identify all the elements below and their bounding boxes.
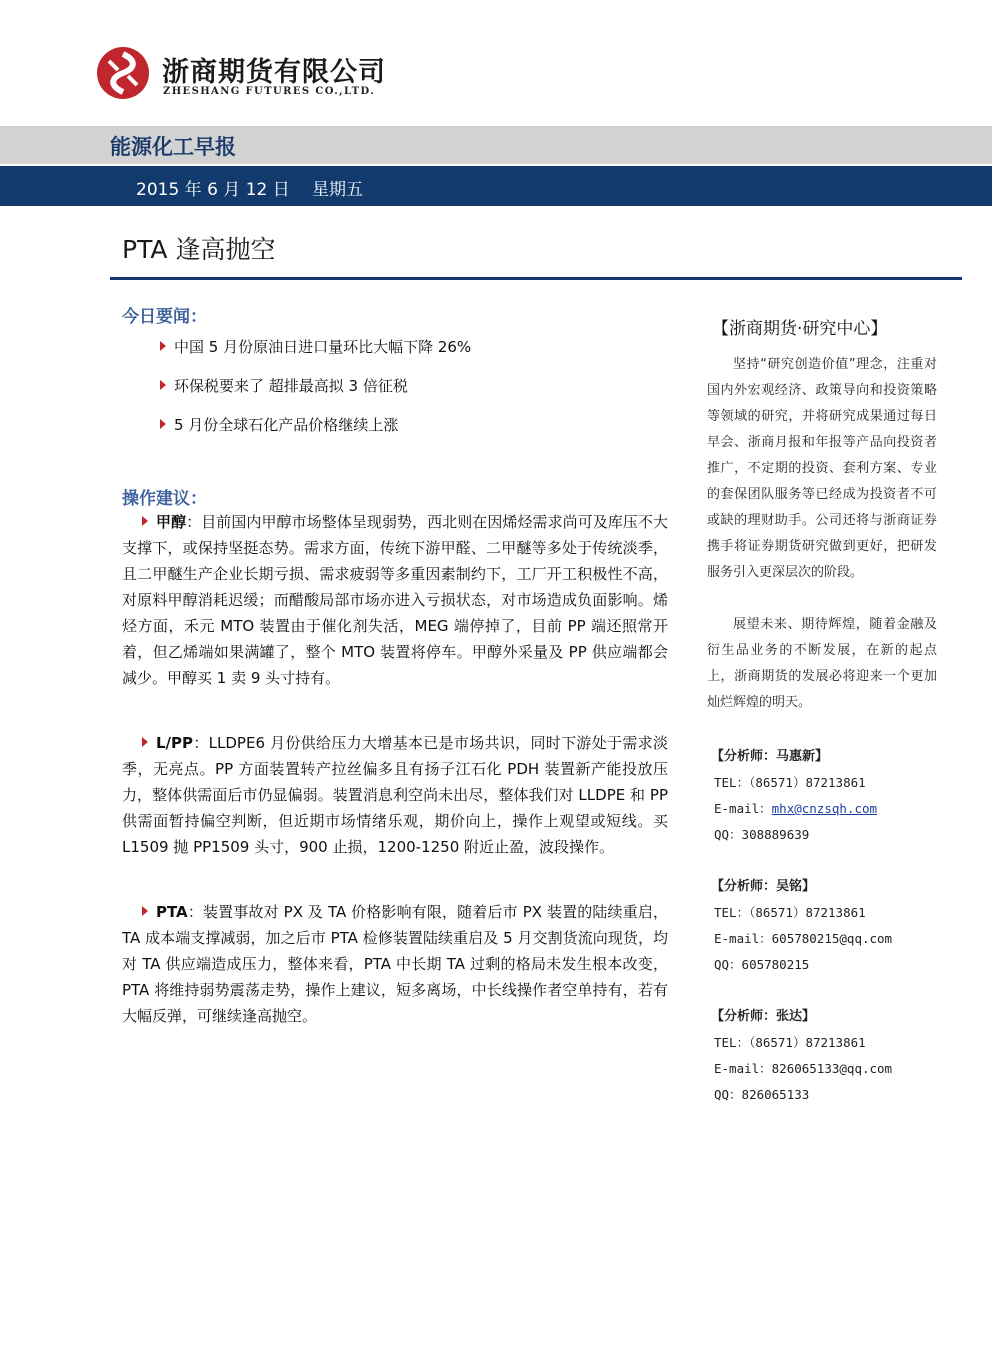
analyst-title: 【分析师：马惠新】	[711, 749, 829, 764]
lpp-paragraph: L/PP：LLDPE6 月份供给压力大增基本已是市场共识，同时下游处于需求淡季，无亮点。PP 方面装置转产拉丝偏多且有扬子江石化 PDH 装置新产能投放压力，整体供需面后市仍显偏弱。装置消息利空尚未出尽，整体我们对 LLDPE 和 PP 供需面暂持偏空判断，但近期市场情绪乐观，期价向上，操作上观望或短线。买 L1509 抛 PP1509 头寸，900 止损，1200-1250 附近止盈，波段操作。	[122, 734, 668, 856]
company-logo	[96, 46, 150, 100]
bullet-triangle-icon	[142, 737, 148, 747]
analyst-qq: QQ：826065133	[714, 1087, 810, 1102]
research-center-title: 【浙商期货·研究中心】	[712, 319, 888, 339]
news-section-title: 今日要闻：	[122, 307, 207, 327]
company-name-cn: 浙商期货有限公司	[162, 57, 386, 88]
report-date: 2015 年 6 月 12 日	[136, 180, 290, 200]
headline-divider	[110, 277, 962, 280]
analyst-qq: QQ：308889639	[714, 827, 810, 842]
report-type: 能源化工早报	[110, 135, 236, 159]
analyst-tel: TEL：（86571）87213861	[714, 905, 866, 920]
analyst-qq: QQ：605780215	[714, 957, 810, 972]
methanol-label: 甲醇	[156, 513, 187, 531]
analyst-tel: TEL：（86571）87213861	[714, 1035, 866, 1050]
news-item: 5 月份全球石化产品价格继续上涨	[160, 414, 398, 435]
analyst-email-text: 605780215@qq.com	[771, 931, 893, 946]
analyst-email: E-mail：mhx@cnzsqh.com	[714, 801, 878, 816]
pta-paragraph: PTA：装置事故对 PX 及 TA 价格影响有限，随着后市 PX 装置的陆续重启，TA 成本端支撑减弱，加之后市 PTA 检修装置陆续重启及 5 月交割货流向现货，均对 TA 供应端造成压力，整体来看，PTA 中长期 TA 过剩的格局未发生根本改变，PTA 将维持弱势震荡走势，操作上建议，短多离场，中长线操作者空单持有，若有大幅反弹，可继续逢高抛空。	[122, 903, 668, 1025]
bullet-triangle-icon	[142, 906, 148, 916]
analyst-email: E-mail：826065133@qq.com	[714, 1061, 893, 1076]
bullet-triangle-icon	[160, 419, 166, 429]
analyst-tel: TEL：（86571）87213861	[714, 775, 866, 790]
bullet-triangle-icon	[160, 341, 166, 351]
report-weekday: 星期五	[312, 180, 363, 200]
lpp-label: L/PP	[156, 734, 194, 752]
analyst-email-link[interactable]: mhx@cnzsqh.com	[771, 801, 878, 816]
company-name-en: ZHESHANG FUTURES CO.,LTD.	[163, 86, 376, 97]
bullet-triangle-icon	[142, 516, 148, 526]
bullet-triangle-icon	[160, 380, 166, 390]
report-headline: PTA 逢高抛空	[122, 235, 276, 264]
analyst-email: E-mail：605780215@qq.com	[714, 931, 893, 946]
analyst-email-text: 826065133@qq.com	[771, 1061, 893, 1076]
analyst-title: 【分析师：张达】	[711, 1009, 816, 1024]
methanol-paragraph: 甲醇：目前国内甲醇市场整体呈现弱势，西北则在因烯烃需求尚可及库压不大支撑下，或保持坚挺态势。需求方面，传统下游甲醛、二甲醚等多处于传统淡季，且二甲醚生产企业长期亏损、需求疲弱等多重因素制约下，工厂开工积极性不高，对原料甲醇消耗迟缓；而醋酸局部市场亦进入亏损状态，对市场造成负面影响。烯烃方面，禾元 MTO 装置由于催化剂失活，MEG 端停掉了，目前 PP 端还照常开着，但乙烯端如果满罐了，整个 MTO 装置将停车。甲醇外采量及 PP 供应端都会减少。甲醇买 1 卖 9 头寸持有。	[122, 513, 668, 687]
advice-section-title: 操作建议：	[122, 489, 207, 509]
news-item: 中国 5 月份原油日进口量环比大幅下降 26%	[160, 336, 471, 357]
news-item: 环保税要来了 超排最高拟 3 倍征税	[160, 375, 408, 396]
research-center-intro: 坚持“研究创造价值”理念，注重对国内外宏观经济、政策导向和投资策略等领域的研究，并将研究成果通过每日早会、浙商月报和年报等产品向投资者推广，不定期的投资、套利方案、专业的套保团队服务等已经成为投资者不可或缺的理财助手。公司还将与浙商证券携手将证券期货研究做到更好，把研发服务引入更深层次的阶段。	[707, 357, 937, 580]
research-center-outlook: 展望未来、期待辉煌，随着金融及衍生品业务的不断发展，在新的起点上，浙商期货的发展必将迎来一个更加灿烂辉煌的明天。	[707, 617, 937, 710]
pta-label: PTA	[156, 903, 188, 921]
analyst-title: 【分析师：吴铭】	[711, 879, 816, 894]
